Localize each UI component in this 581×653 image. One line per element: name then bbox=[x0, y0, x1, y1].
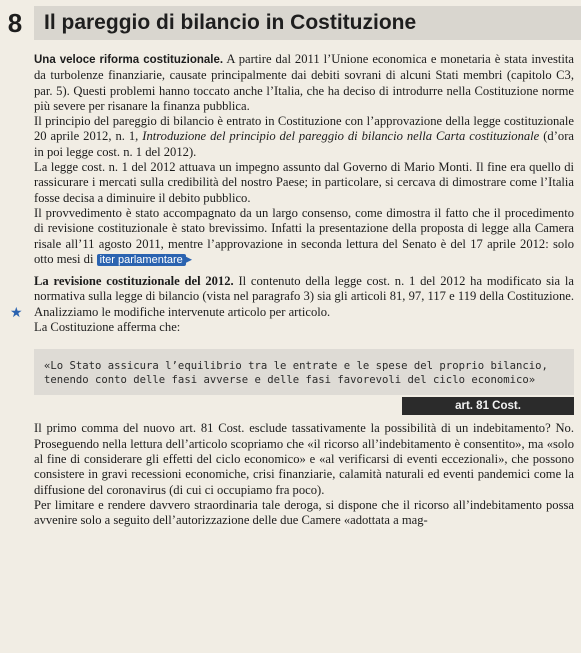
paragraph-lead: La revisione costituzionale del 2012. bbox=[34, 274, 234, 289]
paragraph-revision bbox=[34, 274, 574, 320]
paragraph-first-clause: Il primo comma del nuovo art. 81 Cost. esclude tassativamente la possibilità di un indebitamento? No. Proseguendo nella lettura dell’articolo scopriamo che «il ricorso all’indebitamento è consentito», ma «solo al fine di considerare gli effetti del ciclo economico» e «al verificarsi di eventi eccezionali», che possono consistere in gravi recessioni economiche, crisi finanziarie, calamità naturali ed eventi pandemici come la diffusione del coronavirus (di cui ci occupiamo fra poco). bbox=[34, 421, 574, 497]
section-title: Il pareggio di bilancio in Costituzione bbox=[34, 6, 581, 40]
section-header bbox=[0, 6, 581, 40]
paragraph-reform bbox=[34, 52, 574, 114]
star-icon: ★ bbox=[10, 306, 23, 321]
paragraph-text: Il provvedimento è stato accompagnato da un largo consenso, come dimostra il fatto che il procedimento di revisione costituzionale è stato brevissimo. Infatti la presentazione della proposta di legge alla Camera risale all’11 agosto 2011, mentre l’approvazione in seconda lettura del Senato è del 17 aprile 2012: solo otto mesi di bbox=[34, 205, 574, 266]
section-number: 8 bbox=[7, 7, 23, 38]
paragraph-text: (d’ora in poi legge cost. n. 1 del 2012). bbox=[34, 129, 574, 159]
triangle-icon: ▸ bbox=[185, 251, 193, 266]
paragraph-limit: Per limitare e rendere davvero straordinaria tale deroga, si dispone che il ricorso all’indebitamento possa avvenire solo a seguito dell’autorizzazione delle due Camere «adottata a mag- bbox=[34, 497, 574, 528]
article-label: art. 81 Cost. bbox=[402, 397, 574, 415]
paragraph-consensus bbox=[34, 206, 574, 268]
law-title-italic: Introduzione del principio del pareggio di bilancio nella Carta costituzionale bbox=[142, 129, 540, 144]
section-body bbox=[34, 52, 574, 528]
paragraph-principle bbox=[34, 114, 574, 160]
paragraph-text: Il principio del pareggio di bilancio è entrato in Costituzione con l’approvazione della legge costituzionale 20 aprile 2012, n. 1, bbox=[34, 114, 574, 144]
constitution-quote: «Lo Stato assicura l’equilibrio tra le entrate e le spese del proprio bilancio, tenendo conto delle fasi avverse e delle fasi favorevoli del ciclo economico» bbox=[34, 349, 574, 395]
article-label-row bbox=[34, 397, 574, 415]
paragraph-text: A partire dal 2011 l’Unione economica e monetaria è stata investita da turbolenze finanziarie, causate principalmente dai debiti sovrani di alcuni Stati membri (capitolo C3, par. 5). Questi problemi hanno toccato anche l’Italia, che ha deciso di introdurre nella Costituzione norme più severe per risanare la finanza pubblica. bbox=[34, 52, 574, 113]
glossary-tag[interactable]: iter parlamentare bbox=[97, 254, 186, 266]
paragraph-text: Il contenuto della legge cost. n. 1 del 2012 ha modificato sia la normativa sulla legge di bilancio (vista nel paragrafo 3) sia gli articoli 81, 97, 117 e 119 della Costituzione. Analizziamo le modifiche intervenute articolo per articolo. bbox=[34, 274, 574, 319]
paragraph-monti: La legge cost. n. 1 del 2012 attuava un impegno assunto dal Governo di Mario Monti. Il fine era quello di rassicurare i mercati sulla credibilità del nostro Paese; in particolare, si cercava di dimostrare come l’Italia fosse decisa a diminuire il debito pubblico. bbox=[34, 160, 574, 205]
paragraph-affirms: La Costituzione afferma che: bbox=[34, 320, 181, 335]
paragraph-lead: Una veloce riforma costituzionale. bbox=[34, 54, 224, 66]
